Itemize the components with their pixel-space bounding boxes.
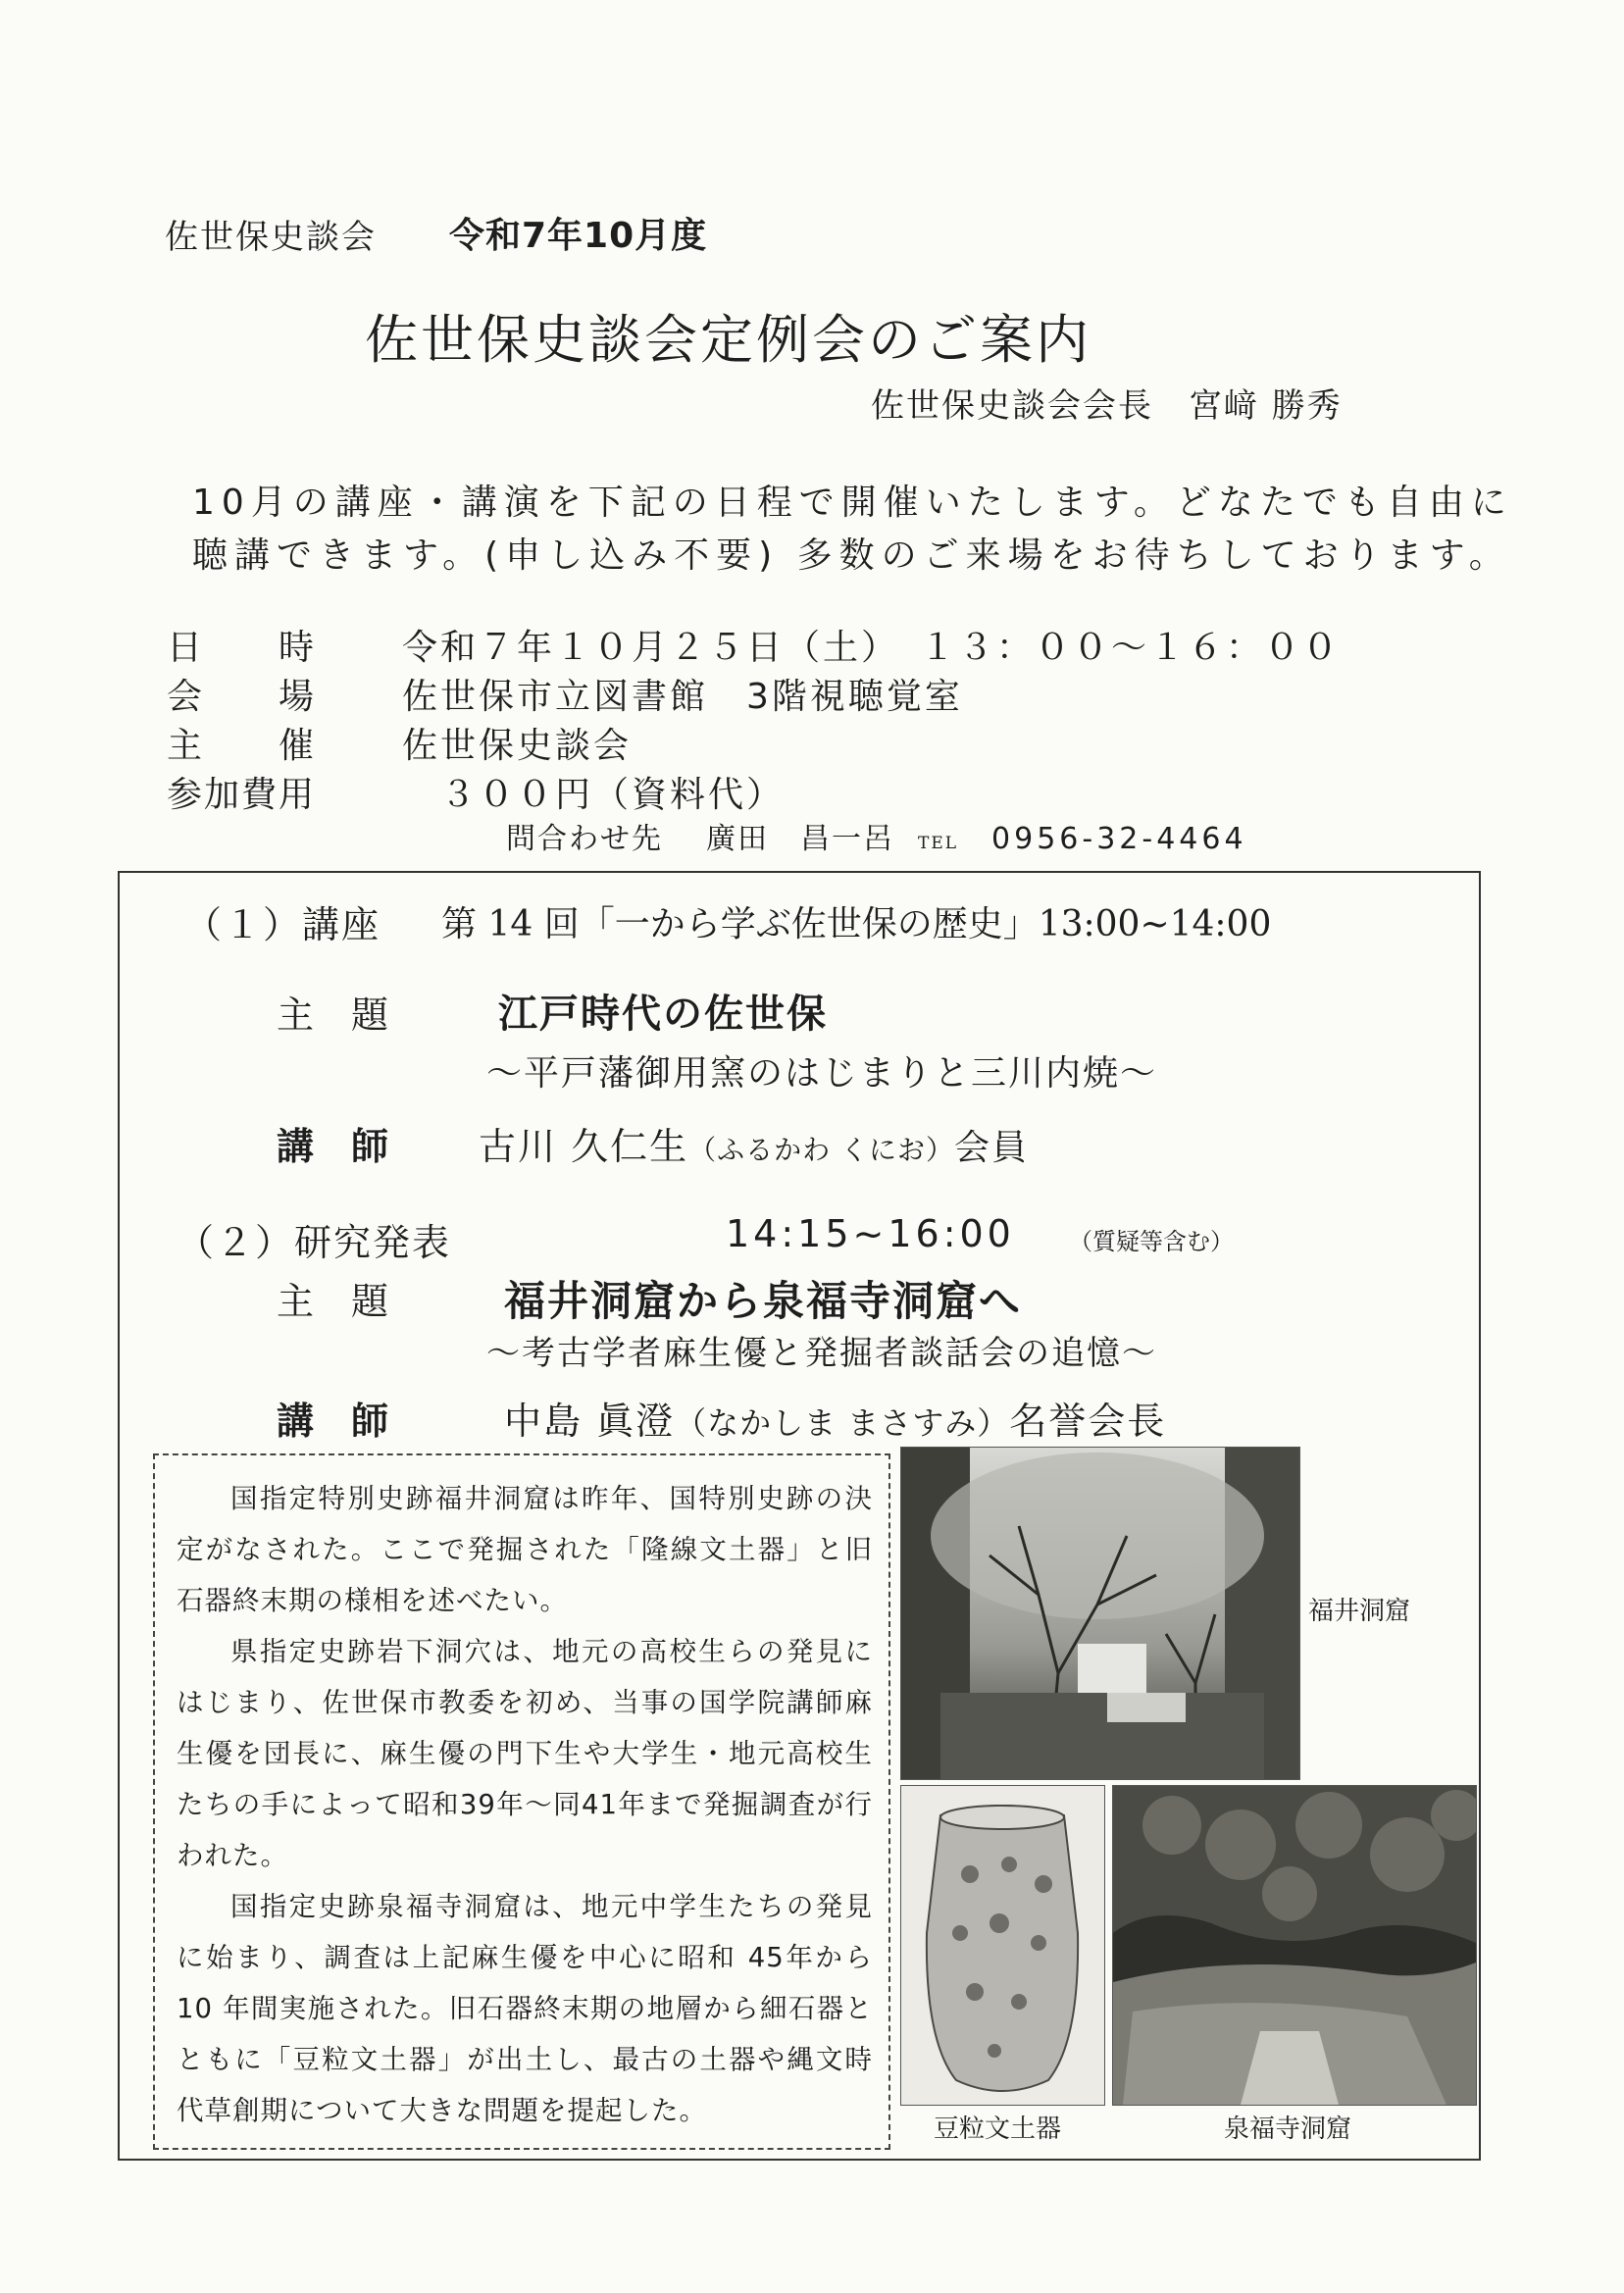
lecture1-lecturer-label: 講 師 xyxy=(277,1125,389,1168)
lecture1-theme-label: 主 題 xyxy=(277,994,389,1037)
pottery-image xyxy=(901,1786,1104,2105)
tel-mark: TEL xyxy=(918,834,959,853)
description-paragraph-3: 国指定史跡泉福寺洞窟は、地元中学生たちの発見に始まり、調査は上記麻生優を中心に昭和 45年から 10 年間実施された。旧石器終末期の地層から細石器とともに「豆粒文土器」が出土し、最古の土器や縄文時代草創期について大きな問題を提起した。 xyxy=(177,1891,873,2126)
description-box xyxy=(153,1453,890,2150)
organization-name: 佐世保史談会 xyxy=(165,218,377,257)
cave-landscape-image xyxy=(1113,1786,1476,2105)
lecture2-heading: （２）研究発表 xyxy=(177,1221,452,1264)
lecture2-time: 14:15~16:00 xyxy=(726,1212,1015,1255)
fee-value: ３００円（資料代） xyxy=(402,775,786,815)
fukui-caption: 福井洞窟 xyxy=(1308,1597,1411,1626)
fee-label: 参加費用 xyxy=(167,775,317,815)
host-label: 主 催 xyxy=(167,726,317,766)
date-value: 令和７年１０月２５日（土） １３：００～１６：００ xyxy=(402,628,1342,668)
lecturer2-role: 名誉会長 xyxy=(1009,1400,1167,1443)
president-name: 佐世保史談会会長 宮﨑 勝秀 xyxy=(871,386,1343,426)
intro-line-2: 聴講できます。(申し込み不要) 多数のご来場をお待ちしております。 xyxy=(192,535,1511,576)
lecture2-theme-title: 福井洞窟から泉福寺洞窟へ xyxy=(504,1277,1023,1325)
fukui-cave-photo xyxy=(900,1447,1300,1780)
period-label: 令和7年10月度 xyxy=(449,216,708,256)
lecturer1-name: 古川 久仁生 xyxy=(479,1125,689,1168)
pot-caption: 豆粒文土器 xyxy=(934,2115,1062,2144)
senpukuji-cave-photo xyxy=(1112,1785,1477,2106)
tel-number: 0956-32-4464 xyxy=(991,822,1247,856)
date-label: 日 時 xyxy=(167,628,317,668)
contact-row xyxy=(506,814,1247,857)
lecture2-theme-label: 主 題 xyxy=(277,1280,389,1323)
description-paragraph-2: 県指定史跡岩下洞穴は、地元の高校生らの発見にはじまり、佐世保市教委を初め、当事の国学院講師麻生優を団長に、麻生優の門下生や大学生・地元高校生たちの手によって昭和39年～同41年まで発掘調査が行われた。 xyxy=(177,1636,873,1871)
contact-label: 問合わせ先 xyxy=(506,822,663,856)
lecturer2-name: 中島 眞澄 xyxy=(504,1400,676,1443)
lecture1-lecturer xyxy=(479,1116,1029,1170)
lecture1-theme-subtitle: ～平戸藩御用窯のはじまりと三川内焼～ xyxy=(486,1053,1158,1094)
senpukuji-caption: 泉福寺洞窟 xyxy=(1224,2115,1352,2144)
lecture2-theme-subtitle: ～考古学者麻生優と発掘者談話会の追憶～ xyxy=(486,1334,1157,1373)
intro-line-1: 10月の講座・講演を下記の日程で開催いたします。どなたでも自由に xyxy=(192,483,1513,523)
lecture1-heading: （１）講座 xyxy=(184,903,381,946)
lecturer2-reading: （なかしま まさすみ） xyxy=(675,1404,1010,1442)
venue-label: 会 場 xyxy=(167,677,317,717)
contact-name: 廣田 昌一呂 xyxy=(706,822,894,856)
lecture1-series: 第 14 回「一から学ぶ佐世保の歴史」13:00~14:00 xyxy=(441,904,1272,944)
lecturer1-reading: （ふるかわ くにお） xyxy=(688,1134,954,1166)
tree-landscape-image xyxy=(901,1448,1299,1779)
host-value: 佐世保史談会 xyxy=(402,726,633,766)
lecture2-lecturer-label: 講 師 xyxy=(277,1400,389,1443)
page-title: 佐世保史談会定例会のご案内 xyxy=(365,309,1091,371)
description-paragraph-1: 国指定特別史跡福井洞窟は昨年、国特別史跡の決定がなされた。ここで発掘された「隆線文土器」と旧石器終末期の様相を述べたい。 xyxy=(177,1483,873,1616)
lecture2-lecturer xyxy=(504,1391,1166,1445)
pot-photo xyxy=(900,1785,1105,2106)
venue-value: 佐世保市立図書館 3階視聴覚室 xyxy=(402,677,963,717)
lecture1-theme-title: 江戸時代の佐世保 xyxy=(498,992,828,1037)
lecture2-time-note: （質疑等含む） xyxy=(1069,1228,1234,1255)
lecturer1-role: 会員 xyxy=(954,1128,1030,1168)
